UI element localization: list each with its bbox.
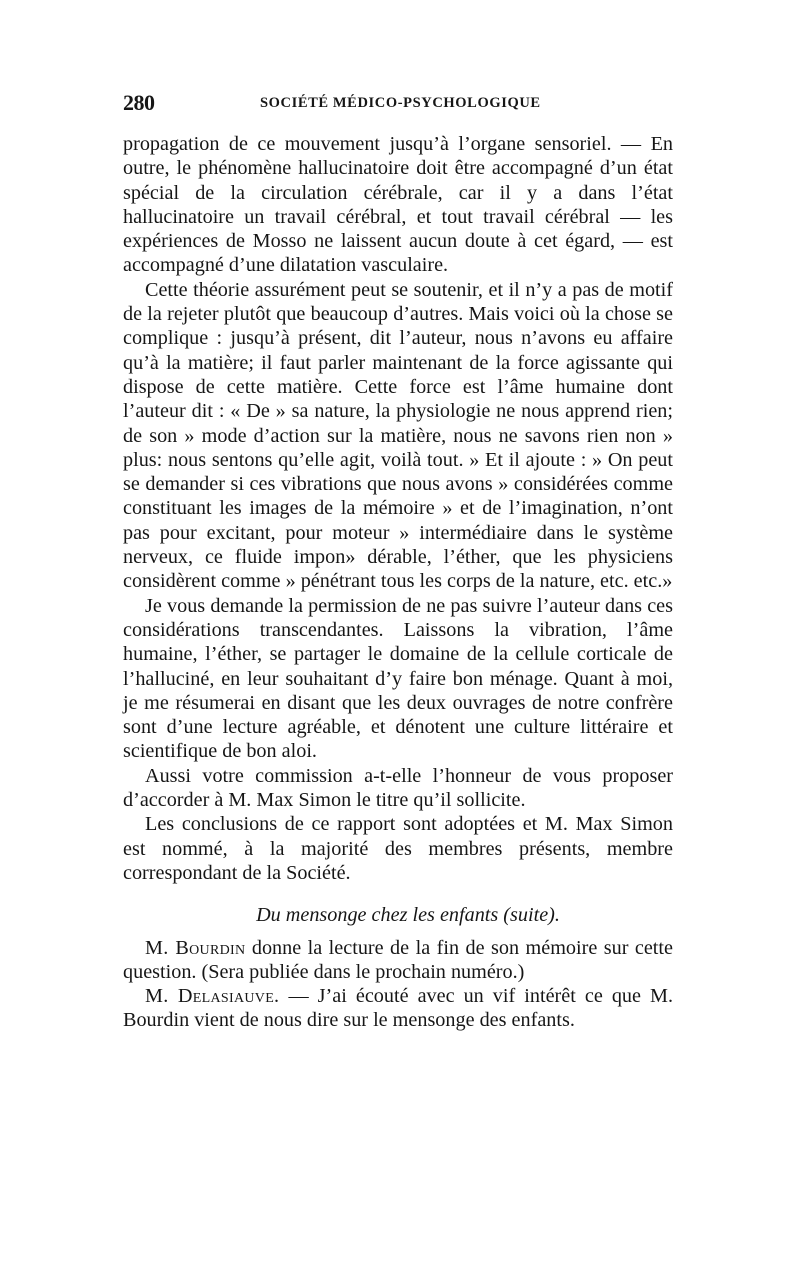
paragraph-continuation: propagation de ce mouvement jusqu’à l’organe sensoriel. — En outre, le phénomène hallucinatoire doit être accompagné d’un état spécial de la circulation cérébrale, car il y a dans l’état hallucinatoire un travail cérébral, et tout travail cérébral — les expériences de Mosso ne laissent aucun doute à cet égard, — est accompagné d’une dilatation vasculaire. [123, 133, 673, 277]
running-title: SOCIÉTÉ MÉDICO-PSYCHOLOGIQUE [260, 95, 541, 111]
section-spacer [123, 885, 673, 903]
paragraph-conclusions: Les conclusions de ce rapport sont adoptées et M. Max Simon est nommé, à la majorité des membres présents, membre correspondant de la Société. [123, 813, 673, 884]
page-body [123, 132, 673, 1033]
paragraph-delasiauve [123, 984, 673, 1033]
page-header [123, 90, 673, 124]
speaker-bourdin: M. Bourdin [145, 936, 246, 959]
speaker-delasiauve: M. Delasiauve. [145, 985, 280, 1008]
paragraph-permission: Je vous demande la permission de ne pas suivre l’auteur dans ces considérations transcendantes. Laissons la vibration, l’âme humaine, l’éther, se partager le domaine de la cellule corticale de l’halluciné, en leur souhaitant d’y faire bon ménage. Quant à moi, je me résumerai en disant que les deux ouvrages de notre confrère sont d’une lecture agréable, et dénotent une culture littéraire et scientifique de bon aloi. [123, 594, 673, 763]
section-title: Du mensonge chez les enfants (suite). [256, 904, 560, 927]
paragraph-commission: Aussi votre commission a-t-elle l’honneur de vous proposer d’accorder à M. Max Simon le titre qu’il sollicite. [123, 764, 673, 812]
bourdin-text: donne la lecture de la fin de son mémoire sur cette question. (Sera publiée dans le prochain numéro.) [123, 936, 673, 983]
paragraph-bourdin [123, 936, 673, 985]
delasiauve-text: — J’ai écouté avec un vif intérêt ce que M. Bourdin vient de nous dire sur le mensonge des enfants. [123, 985, 673, 1032]
paragraph-theory: Cette théorie assurément peut se soutenir, et il n’y a pas de motif de la rejeter plutôt que beaucoup d’autres. Mais voici où la chose se complique : jusqu’à présent, dit l’auteur, nous n’avons eu affaire qu’à la matière; il faut parler maintenant de la force agissante qui dispose de cette matière. Cette force est l’âme humaine dont l’auteur dit : « De » sa nature, la physiologie ne nous apprend rien; de son » mode d’action sur la matière, nous ne savons rien non » plus: nous sentons qu’elle agit, voilà tout. » Et il ajoute : » On peut se demander si ces vibrations que nous avons » considérées comme constituant les images de la mémoire » et de l’imagination, n’ont pas pour excitant, pour moteur » intermédiaire dans le système nerveux, ce fluide impon» dérable, l’éther, que les physiciens considèrent comme » pénétrant tous les corps de la nature, etc. etc.» [123, 278, 673, 593]
section-gap [123, 928, 673, 936]
page-number: 280 [123, 90, 155, 115]
